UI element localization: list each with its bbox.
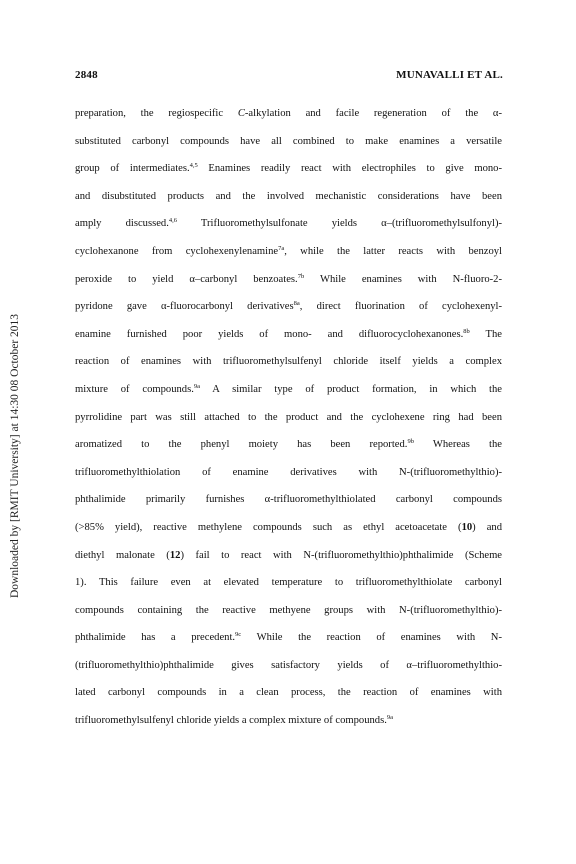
- reference-superscript: 7a: [278, 244, 285, 252]
- reference-superscript: 9c: [235, 631, 242, 639]
- reference-superscript: 4,5: [189, 162, 198, 170]
- text-line: mixture of compounds.$^{9a}$ A similar type of product formation, in which the: [75, 382, 502, 395]
- text-line: trifluoromethylthiolation of enamine derivatives with N-(trifluoromethylthio)-: [75, 466, 502, 478]
- reference-superscript: 7b: [297, 272, 305, 280]
- text-line: cyclohexanone from cyclohexenylenamine$^{7a}$, while the latter reacts with benzoyl: [75, 244, 502, 257]
- reference-superscript: 9a: [193, 382, 200, 390]
- reference-superscript: 4,6: [168, 217, 177, 225]
- text-line: aromatized to the phenyl moiety has been reported.$^{9b}$ Whereas the: [75, 438, 502, 451]
- text-line: diethyl malonate (12) fail to react with N-(trifluoromethylthio)phthalimide (Scheme: [75, 549, 503, 561]
- text-line: amply discussed.$^{4,6}$ Trifluoromethylsulfonate yields α–(trifluoromethylsulfonyl)-: [75, 217, 502, 230]
- text-line-last: trifluoromethylsulfenyl chloride yields a complex mixture of compounds.$^{9a}$: [75, 714, 393, 727]
- text-line: (trifluoromethylthio)phthalimide gives satisfactory yields of α–trifluoromethylthio-: [75, 659, 502, 671]
- text-line: preparation, the regiospecific C-alkylation and facile regeneration of the α-: [75, 108, 502, 119]
- text-line: enamine furnished poor yields of mono- and difluorocyclohexanones.$^{8b}$ The: [75, 327, 502, 340]
- body-text: [75, 100, 502, 735]
- text-line: lated carbonyl compounds in a clean process, the reaction of enamines with: [75, 687, 502, 699]
- text-line: phthalimide has a precedent.$^{9c}$ While the reaction of enamines with N-: [75, 631, 502, 644]
- text-line: (>85% yield), reactive methylene compounds such as ethyl acetoacetate (10) and: [75, 521, 502, 533]
- page-number: 2848: [75, 69, 98, 81]
- text-line: compounds containing the reactive methyene groups with N-(trifluoromethylthio)-: [75, 604, 502, 616]
- reference-superscript: 9b: [407, 438, 414, 446]
- running-head: MUNAVALLI ET AL.: [396, 69, 503, 81]
- text-line: pyridone gave α-fluorocarbonyl derivatives$^{8a}$, direct fluorination of cyclohexenyl-: [75, 300, 503, 313]
- reference-superscript: 8a: [293, 300, 300, 308]
- text-line: phthalimide primarily furnishes α-trifluoromethylthiolated carbonyl compounds: [75, 494, 502, 506]
- text-line: reaction of enamines with trifluoromethylsulfenyl chloride itself yields a complex: [75, 356, 502, 368]
- text-line: group of intermediates.$^{4,5}$ Enamines readily react with electrophiles to give mono-: [75, 162, 502, 175]
- text-line: 1). This failure even at elevated temperature to trifluoromethylthiolate carbonyl: [75, 577, 502, 589]
- download-watermark: Downloaded by [RMIT University] at 14:30 08 October 2013: [9, 313, 21, 598]
- text-line: pyrrolidine part was still attached to the product and the cyclohexene ring had been: [75, 411, 502, 423]
- compound-number: 10: [461, 521, 473, 533]
- text-line: substituted carbonyl compounds have all combined to make enamines a versatile: [75, 135, 502, 147]
- text-line: and disubstituted products and the involved mechanistic considerations have been: [75, 190, 502, 202]
- reference-superscript: 9a: [386, 714, 393, 722]
- reference-superscript: 8b: [463, 327, 470, 335]
- text-line: peroxide to yield α–carbonyl benzoates.$^{7b}$ While enamines with N-fluoro-2-: [75, 272, 503, 285]
- compound-number: 12: [169, 549, 181, 561]
